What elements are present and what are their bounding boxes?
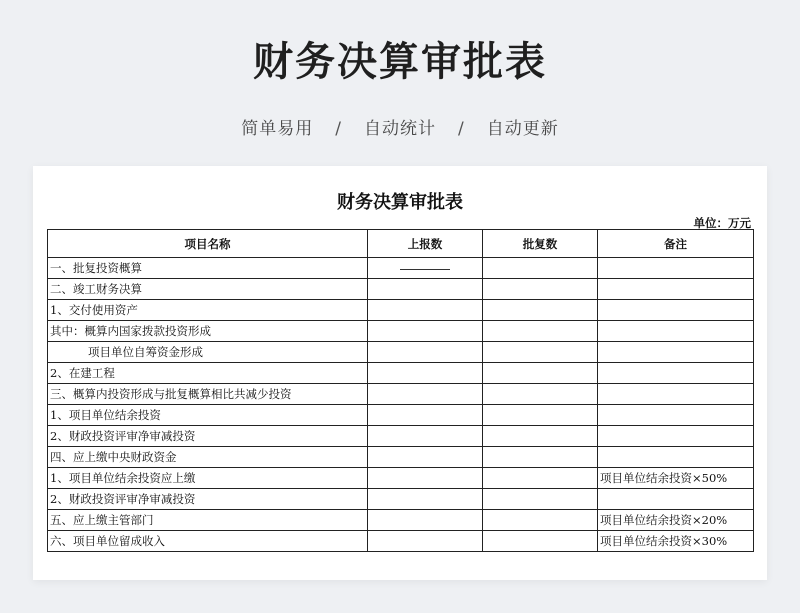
cell-note[interactable]: 项目单位结余投资×30% <box>598 531 754 552</box>
header-reported[interactable]: 上报数 <box>368 230 483 258</box>
cell-note[interactable] <box>598 258 754 279</box>
cell-approved[interactable] <box>483 531 598 552</box>
cell-approved[interactable] <box>483 510 598 531</box>
cell-reported[interactable] <box>368 531 483 552</box>
cell-approved[interactable] <box>483 468 598 489</box>
cell-approved[interactable] <box>483 447 598 468</box>
page-banner-title: 财务决算审批表 <box>253 39 547 85</box>
cell-approved[interactable] <box>483 258 598 279</box>
cell-note[interactable] <box>598 426 754 447</box>
cell-item-name[interactable]: 项目单位自筹资金形成 <box>48 342 368 363</box>
cell-note[interactable] <box>598 489 754 510</box>
cell-note[interactable] <box>598 321 754 342</box>
cell-approved[interactable] <box>483 489 598 510</box>
cell-item-name[interactable]: 二、竣工财务决算 <box>48 279 368 300</box>
table-row <box>48 363 754 384</box>
header-item-name[interactable]: 项目名称 <box>48 230 368 258</box>
cell-approved[interactable] <box>483 321 598 342</box>
cell-item-name[interactable]: 五、应上缴主管部门 <box>48 510 368 531</box>
cell-reported[interactable] <box>368 300 483 321</box>
cell-reported[interactable] <box>368 426 483 447</box>
cell-item-name[interactable]: 2、财政投资评审净审减投资 <box>48 426 368 447</box>
table-row <box>48 321 754 342</box>
table-row <box>48 426 754 447</box>
cell-reported[interactable] <box>368 258 483 279</box>
table-row <box>48 489 754 510</box>
cell-approved[interactable] <box>483 426 598 447</box>
cell-approved[interactable] <box>483 405 598 426</box>
dash-placeholder <box>400 269 450 270</box>
table-row <box>48 468 754 489</box>
cell-item-name[interactable]: 其中：概算内国家拨款投资形成 <box>48 321 368 342</box>
table-row <box>48 510 754 531</box>
header-approved[interactable]: 批复数 <box>483 230 598 258</box>
cell-note[interactable] <box>598 342 754 363</box>
table-row <box>48 447 754 468</box>
table-row <box>48 531 754 552</box>
cell-reported[interactable] <box>368 384 483 405</box>
cell-item-name[interactable]: 2、在建工程 <box>48 363 368 384</box>
cell-approved[interactable] <box>483 300 598 321</box>
cell-reported[interactable] <box>368 342 483 363</box>
table-header-row <box>48 230 754 258</box>
table-row <box>48 342 754 363</box>
cell-note[interactable]: 项目单位结余投资×20% <box>598 510 754 531</box>
tag-separator: / <box>335 119 342 139</box>
table-row <box>48 384 754 405</box>
table-body <box>48 258 754 552</box>
cell-note[interactable] <box>598 363 754 384</box>
cell-note[interactable] <box>598 447 754 468</box>
cell-item-name[interactable]: 四、应上缴中央财政资金 <box>48 447 368 468</box>
cell-note[interactable] <box>598 384 754 405</box>
cell-item-name[interactable]: 六、项目单位留成收入 <box>48 531 368 552</box>
cell-item-name[interactable]: 三、概算内投资形成与批复概算相比共减少投资 <box>48 384 368 405</box>
cell-approved[interactable] <box>483 342 598 363</box>
cell-approved[interactable] <box>483 363 598 384</box>
cell-reported[interactable] <box>368 447 483 468</box>
cell-item-name[interactable]: 1、项目单位结余投资应上缴 <box>48 468 368 489</box>
tag-auto-update: 自动更新 <box>486 119 559 139</box>
cell-reported[interactable] <box>368 489 483 510</box>
cell-reported[interactable] <box>368 405 483 426</box>
banner-tagline <box>0 114 800 139</box>
cell-note[interactable]: 项目单位结余投资×50% <box>598 468 754 489</box>
cell-note[interactable] <box>598 405 754 426</box>
header-note[interactable]: 备注 <box>598 230 754 258</box>
cell-note[interactable] <box>598 300 754 321</box>
tag-separator: / <box>458 119 465 139</box>
tag-auto-stats: 自动统计 <box>364 119 436 139</box>
cell-reported[interactable] <box>368 321 483 342</box>
cell-reported[interactable] <box>368 363 483 384</box>
table-row <box>48 405 754 426</box>
cell-approved[interactable] <box>483 279 598 300</box>
document-title: 财务决算审批表 <box>337 192 463 213</box>
tag-easy: 简单易用 <box>241 119 314 139</box>
cell-reported[interactable] <box>368 279 483 300</box>
cell-item-name[interactable]: 1、项目单位结余投资 <box>48 405 368 426</box>
cell-item-name[interactable]: 2、财政投资评审净审减投资 <box>48 489 368 510</box>
table-row <box>48 300 754 321</box>
approval-table <box>47 229 754 552</box>
spreadsheet-sheet <box>33 166 767 580</box>
table-row <box>48 279 754 300</box>
unit-label: 单位：万元 <box>693 216 751 230</box>
cell-note[interactable] <box>598 279 754 300</box>
table-row <box>48 258 754 279</box>
cell-item-name[interactable]: 1、交付使用资产 <box>48 300 368 321</box>
cell-item-name[interactable]: 一、批复投资概算 <box>48 258 368 279</box>
cell-reported[interactable] <box>368 510 483 531</box>
cell-approved[interactable] <box>483 384 598 405</box>
cell-reported[interactable] <box>368 468 483 489</box>
